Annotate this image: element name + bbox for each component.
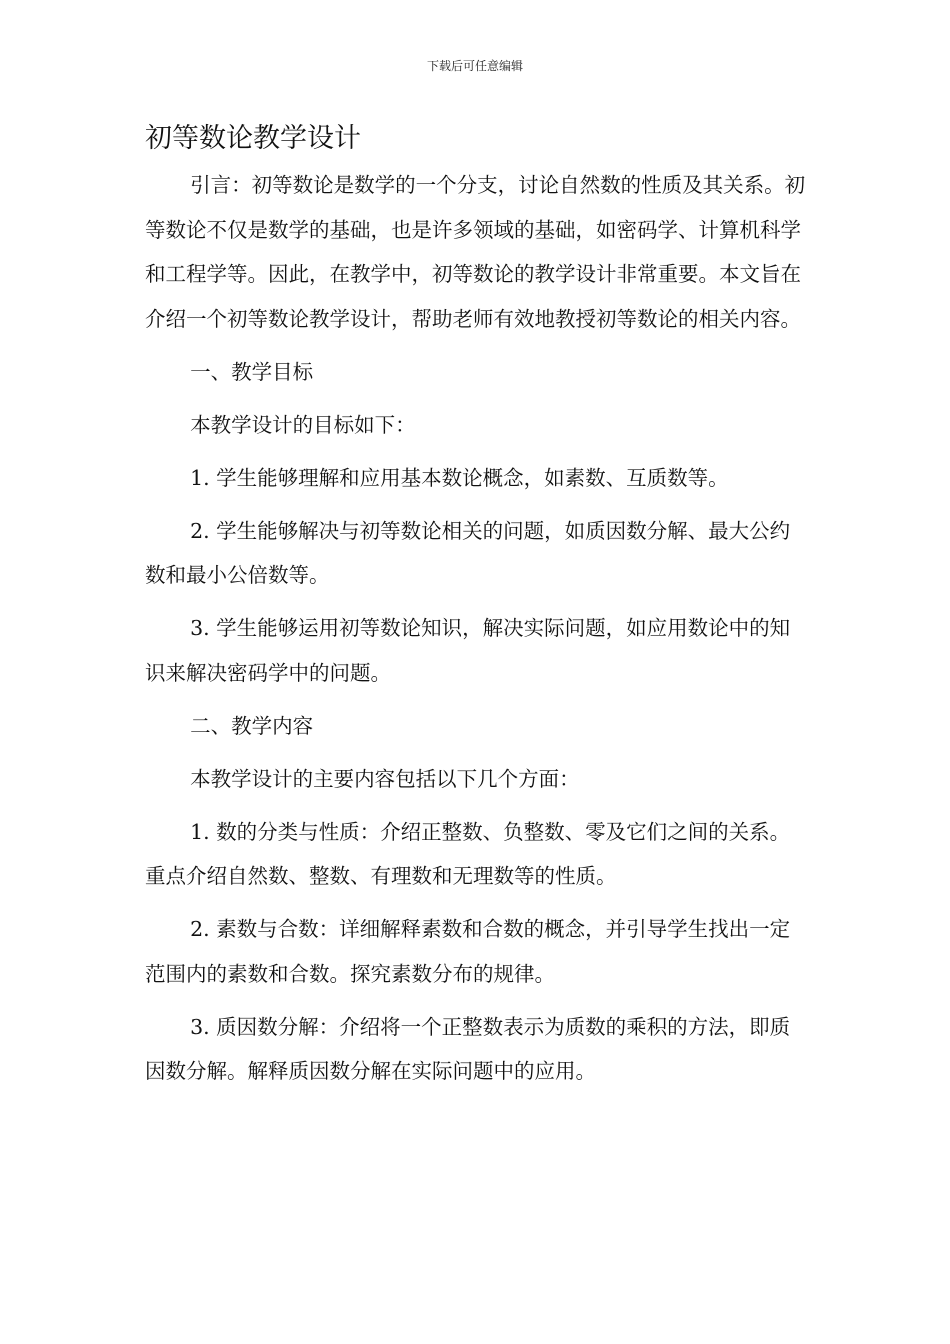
goal-item: 2. 学生能够解决与初等数论相关的问题，如质因数分解、最大公约数和最小公倍数等。 <box>145 518 791 587</box>
document-title: 初等数论教学设计 <box>145 123 361 154</box>
document-body <box>145 163 810 1102</box>
content-item: 2. 素数与合数：详细解释素数和合数的概念，并引导学生找出一定范围内的素数和合数。探究素数分布的规律。 <box>145 917 791 986</box>
content-item: 3. 质因数分解：介绍将一个正整数表示为质数的乘积的方法，即质因数分解。解释质因数分解在实际问题中的应用。 <box>145 1014 791 1083</box>
content-item: 1. 数的分类与性质：介绍正整数、负整数、零及它们之间的关系。重点介绍自然数、整数、有理数和无理数等的性质。 <box>145 819 791 888</box>
goal-item: 1. 学生能够理解和应用基本数论概念，如素数、互质数等。 <box>190 465 729 490</box>
goals-intro: 本教学设计的目标如下： <box>190 412 416 437</box>
content-intro: 本教学设计的主要内容包括以下几个方面： <box>190 766 580 791</box>
intro-paragraph: 引言：初等数论是数学的一个分支，讨论自然数的性质及其关系。初等数论不仅是数学的基础，也是许多领域的基础，如密码学、计算机科学和工程学等。因此，在教学中，初等数论的教学设计非常重要。本文旨在介绍一个初等数论教学设计，帮助老师有效地教授初等数论的相关内容。 <box>145 173 806 331</box>
section-heading-goals: 一、教学目标 <box>190 359 314 384</box>
header-note: 下载后可任意编辑 <box>426 59 523 73</box>
section-heading-content: 二、教学内容 <box>190 713 314 738</box>
goal-item: 3. 学生能够运用初等数论知识，解决实际问题，如应用数论中的知识来解决密码学中的问题。 <box>145 616 791 685</box>
